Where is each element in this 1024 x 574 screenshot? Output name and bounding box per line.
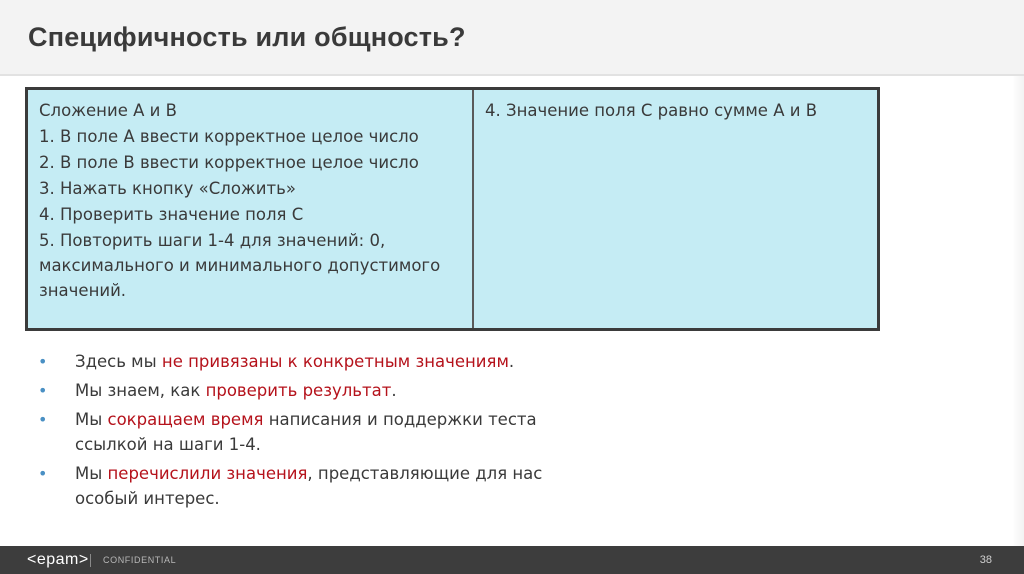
step-1: 1. В поле А ввести корректное целое число bbox=[39, 127, 419, 146]
list-item bbox=[38, 378, 598, 403]
table-row bbox=[27, 89, 879, 330]
step-3: 3. Нажать кнопку «Сложить» bbox=[39, 179, 296, 198]
confidential-label: CONFIDENTIAL bbox=[103, 555, 177, 565]
bullet-text: Мы знаем, как bbox=[75, 381, 206, 400]
bullet-icon: • bbox=[38, 381, 48, 400]
list-item bbox=[38, 461, 598, 511]
slide-footer bbox=[0, 546, 1024, 574]
bullet-text: . bbox=[508, 352, 515, 371]
bullet-text: . bbox=[391, 381, 397, 400]
step-2: 2. В поле В ввести корректное целое число bbox=[39, 153, 419, 172]
footer-divider bbox=[90, 554, 91, 567]
slide-title: Специфичность или общность? bbox=[28, 22, 466, 52]
list-item bbox=[38, 349, 598, 374]
table-heading: Сложение А и В bbox=[39, 101, 177, 120]
bullet-list bbox=[38, 349, 598, 515]
step-4: 4. Проверить значение поля С bbox=[39, 205, 304, 224]
bullet-icon: • bbox=[38, 464, 48, 483]
step-5: 5. Повторить шаги 1-4 для значений: 0, максимального и минимального допустимого значений. bbox=[39, 231, 441, 300]
bullet-highlight: сокращаем время bbox=[107, 410, 264, 429]
bullet-text: написания и поддержки теста ссылкой на шаги 1-4. bbox=[75, 410, 537, 454]
test-case-table bbox=[25, 87, 880, 331]
bullet-text: Мы bbox=[75, 464, 108, 483]
slide-header bbox=[0, 0, 1024, 76]
page-number: 38 bbox=[979, 554, 992, 566]
bullet-text: Мы bbox=[75, 410, 108, 429]
bullet-text: Здесь мы bbox=[75, 352, 162, 371]
expected-result-cell bbox=[473, 89, 879, 330]
slide-edge-shadow bbox=[1012, 76, 1024, 546]
epam-logo: <epam> bbox=[27, 551, 89, 568]
list-item bbox=[38, 407, 598, 457]
bullet-text: , представляющие для нас особый интерес. bbox=[75, 464, 543, 508]
bullet-highlight: перечислили значения bbox=[107, 464, 308, 483]
expected-result: 4. Значение поля С равно сумме А и В bbox=[485, 101, 818, 120]
steps-cell bbox=[27, 89, 474, 330]
bullet-highlight: не привязаны к конкретным значениям bbox=[161, 352, 509, 371]
bullet-icon: • bbox=[38, 410, 48, 429]
bullet-icon: • bbox=[38, 352, 48, 371]
bullet-highlight: проверить результат bbox=[205, 381, 392, 400]
